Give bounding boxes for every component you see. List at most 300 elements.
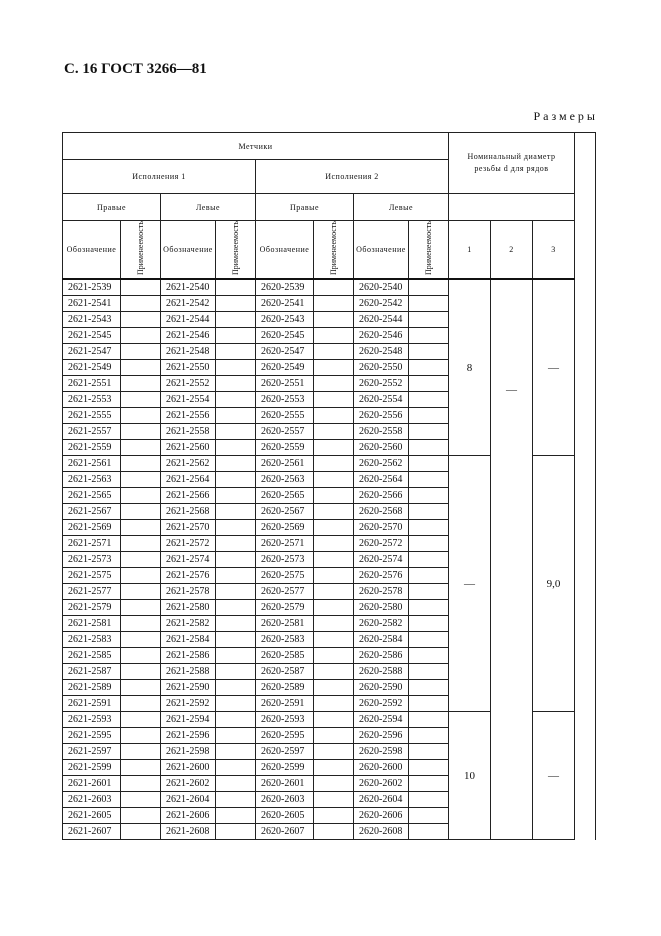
applicability-cell [216, 808, 256, 824]
designation-cell: 2620-2576 [354, 568, 409, 584]
designation-cell: 2621-2576 [161, 568, 216, 584]
designation-cell: 2621-2599 [63, 760, 121, 776]
designation-cell: 2621-2581 [63, 616, 121, 632]
applicability-header [314, 221, 354, 280]
designation-cell: 2620-2547 [256, 344, 314, 360]
designation-cell: 2621-2591 [63, 696, 121, 712]
applicability-cell [314, 344, 354, 360]
applicability-cell [314, 728, 354, 744]
designation-cell: 2620-2608 [354, 824, 409, 840]
right-hand-header-v2: Правые [256, 194, 354, 221]
applicability-cell [121, 744, 161, 760]
applicability-cell [121, 824, 161, 840]
applicability-cell [121, 296, 161, 312]
applicability-cell [409, 664, 449, 680]
designation-cell: 2620-2586 [354, 648, 409, 664]
applicability-cell [121, 664, 161, 680]
designation-cell: 2621-2574 [161, 552, 216, 568]
row1-header: 1 [449, 221, 491, 280]
applicability-cell [121, 440, 161, 456]
version1-header: Исполнения 1 [63, 160, 256, 194]
applicability-cell [314, 824, 354, 840]
designation-cell: 2621-2561 [63, 456, 121, 472]
designation-cell: 2620-2567 [256, 504, 314, 520]
applicability-cell [409, 632, 449, 648]
designation-cell: 2620-2571 [256, 536, 314, 552]
applicability-cell [216, 792, 256, 808]
applicability-cell [121, 712, 161, 728]
applicability-cell [314, 472, 354, 488]
designation-cell: 2621-2573 [63, 552, 121, 568]
applicability-cell [314, 712, 354, 728]
designation-cell: 2621-2553 [63, 392, 121, 408]
applicability-cell [216, 728, 256, 744]
applicability-cell [409, 328, 449, 344]
applicability-cell [216, 680, 256, 696]
designation-cell: 2620-2560 [354, 440, 409, 456]
applicability-cell [314, 279, 354, 296]
applicability-cell [314, 744, 354, 760]
designation-cell: 2620-2556 [354, 408, 409, 424]
designation-cell: 2621-2540 [161, 279, 216, 296]
applicability-cell [314, 376, 354, 392]
applicability-cell [216, 744, 256, 760]
designation-cell: 2620-2543 [256, 312, 314, 328]
applicability-cell [314, 360, 354, 376]
designation-cell: 2621-2555 [63, 408, 121, 424]
designation-cell: 2620-2554 [354, 392, 409, 408]
row3-header: 3 [533, 221, 575, 280]
applicability-cell [409, 296, 449, 312]
designation-header: Обозначение [354, 221, 409, 280]
applicability-cell [409, 408, 449, 424]
applicability-cell [409, 728, 449, 744]
applicability-cell [409, 696, 449, 712]
applicability-cell [121, 728, 161, 744]
designation-cell: 2620-2550 [354, 360, 409, 376]
designation-cell: 2620-2568 [354, 504, 409, 520]
designation-cell: 2621-2542 [161, 296, 216, 312]
applicability-cell [314, 792, 354, 808]
applicability-cell [216, 824, 256, 840]
applicability-cell [409, 680, 449, 696]
designation-cell: 2621-2582 [161, 616, 216, 632]
designation-cell: 2621-2607 [63, 824, 121, 840]
applicability-cell [409, 440, 449, 456]
designation-cell: 2621-2604 [161, 792, 216, 808]
sizes-label: Размеры [533, 109, 598, 123]
applicability-cell [314, 552, 354, 568]
applicability-cell [216, 408, 256, 424]
applicability-cell [314, 456, 354, 472]
designation-cell: 2620-2595 [256, 728, 314, 744]
applicability-cell [409, 376, 449, 392]
applicability-cell [409, 504, 449, 520]
designation-cell: 2621-2545 [63, 328, 121, 344]
designation-cell: 2621-2543 [63, 312, 121, 328]
designation-cell: 2621-2592 [161, 696, 216, 712]
designation-cell: 2620-2564 [354, 472, 409, 488]
applicability-cell [216, 552, 256, 568]
diameter-row3-cell: — [533, 279, 575, 456]
diameter-row3-cell: 9,0 [533, 456, 575, 712]
applicability-cell [314, 648, 354, 664]
designation-cell: 2621-2586 [161, 648, 216, 664]
designation-cell: 2621-2579 [63, 600, 121, 616]
designation-cell: 2620-2582 [354, 616, 409, 632]
designation-cell: 2620-2559 [256, 440, 314, 456]
applicability-cell [121, 488, 161, 504]
version2-header: Исполнения 2 [256, 160, 449, 194]
designation-cell: 2620-2562 [354, 456, 409, 472]
designation-cell: 2620-2574 [354, 552, 409, 568]
designation-cell: 2620-2592 [354, 696, 409, 712]
designation-cell: 2620-2566 [354, 488, 409, 504]
designation-cell: 2620-2551 [256, 376, 314, 392]
designation-cell: 2621-2547 [63, 344, 121, 360]
designation-header: Обозначение [256, 221, 314, 280]
applicability-cell [314, 408, 354, 424]
applicability-cell [121, 279, 161, 296]
designation-cell: 2621-2570 [161, 520, 216, 536]
table-row [63, 279, 596, 296]
designation-cell: 2621-2603 [63, 792, 121, 808]
designation-cell: 2621-2559 [63, 440, 121, 456]
applicability-cell [121, 344, 161, 360]
designation-cell: 2620-2565 [256, 488, 314, 504]
designation-cell: 2621-2580 [161, 600, 216, 616]
designation-cell: 2620-2546 [354, 328, 409, 344]
applicability-cell [216, 520, 256, 536]
designation-cell: 2621-2585 [63, 648, 121, 664]
applicability-cell [216, 776, 256, 792]
applicability-cell [216, 440, 256, 456]
designation-cell: 2621-2552 [161, 376, 216, 392]
designation-cell: 2620-2572 [354, 536, 409, 552]
designation-cell: 2620-2545 [256, 328, 314, 344]
applicability-cell [121, 328, 161, 344]
designation-cell: 2620-2605 [256, 808, 314, 824]
applicability-cell [409, 760, 449, 776]
applicability-label: Применеемость [136, 221, 145, 276]
left-hand-header-v1: Левые [161, 194, 256, 221]
applicability-cell [314, 632, 354, 648]
left-hand-header-v2: Левые [354, 194, 449, 221]
designation-cell: 2621-2588 [161, 664, 216, 680]
applicability-cell [216, 536, 256, 552]
designation-cell: 2620-2544 [354, 312, 409, 328]
diameter-row1-cell: 10 [449, 712, 491, 840]
applicability-label: Применеемость [231, 221, 240, 276]
applicability-cell [121, 680, 161, 696]
designation-cell: 2620-2602 [354, 776, 409, 792]
applicability-cell [121, 424, 161, 440]
designation-cell: 2620-2573 [256, 552, 314, 568]
applicability-cell [314, 600, 354, 616]
applicability-cell [216, 584, 256, 600]
designation-cell: 2620-2578 [354, 584, 409, 600]
designation-cell: 2621-2571 [63, 536, 121, 552]
designation-cell: 2621-2598 [161, 744, 216, 760]
applicability-cell [314, 776, 354, 792]
designation-cell: 2621-2564 [161, 472, 216, 488]
designation-cell: 2621-2569 [63, 520, 121, 536]
designation-cell: 2621-2606 [161, 808, 216, 824]
applicability-cell [314, 312, 354, 328]
designation-cell: 2621-2596 [161, 728, 216, 744]
applicability-cell [121, 632, 161, 648]
applicability-cell [409, 648, 449, 664]
designation-cell: 2620-2558 [354, 424, 409, 440]
designation-cell: 2620-2555 [256, 408, 314, 424]
applicability-cell [121, 408, 161, 424]
applicability-cell [121, 584, 161, 600]
applicability-header [409, 221, 449, 280]
designation-cell: 2621-2590 [161, 680, 216, 696]
designation-cell: 2620-2539 [256, 279, 314, 296]
diameter-row1-cell: — [449, 456, 491, 712]
applicability-cell [216, 616, 256, 632]
applicability-cell [409, 392, 449, 408]
applicability-cell [409, 744, 449, 760]
designation-cell: 2621-2594 [161, 712, 216, 728]
designation-cell: 2620-2588 [354, 664, 409, 680]
designation-cell: 2620-2597 [256, 744, 314, 760]
applicability-cell [314, 568, 354, 584]
designation-cell: 2621-2562 [161, 456, 216, 472]
applicability-cell [409, 616, 449, 632]
designation-cell: 2620-2600 [354, 760, 409, 776]
designation-cell: 2620-2599 [256, 760, 314, 776]
right-margin-cell [575, 279, 596, 840]
designation-header: Обозначение [63, 221, 121, 280]
applicability-cell [121, 792, 161, 808]
designation-cell: 2620-2579 [256, 600, 314, 616]
applicability-cell [216, 696, 256, 712]
applicability-cell [314, 584, 354, 600]
designation-cell: 2621-2546 [161, 328, 216, 344]
row2-header: 2 [491, 221, 533, 280]
designation-cell: 2621-2578 [161, 584, 216, 600]
applicability-cell [409, 808, 449, 824]
designation-cell: 2620-2583 [256, 632, 314, 648]
applicability-cell [409, 568, 449, 584]
applicability-cell [314, 808, 354, 824]
applicability-cell [216, 360, 256, 376]
designation-cell: 2620-2548 [354, 344, 409, 360]
designation-cell: 2620-2563 [256, 472, 314, 488]
designation-cell: 2621-2544 [161, 312, 216, 328]
applicability-header [216, 221, 256, 280]
designation-cell: 2621-2608 [161, 824, 216, 840]
applicability-cell [409, 488, 449, 504]
applicability-cell [216, 600, 256, 616]
applicability-cell [409, 279, 449, 296]
applicability-header [121, 221, 161, 280]
applicability-cell [314, 664, 354, 680]
designation-cell: 2621-2593 [63, 712, 121, 728]
designation-cell: 2620-2594 [354, 712, 409, 728]
designation-cell: 2621-2577 [63, 584, 121, 600]
page-header: С. 16 ГОСТ 3266—81 [64, 61, 207, 77]
designation-cell: 2621-2572 [161, 536, 216, 552]
applicability-cell [314, 536, 354, 552]
designation-cell: 2621-2605 [63, 808, 121, 824]
designation-cell: 2621-2589 [63, 680, 121, 696]
applicability-cell [121, 376, 161, 392]
diameter-row3-cell: — [533, 712, 575, 840]
applicability-cell [216, 712, 256, 728]
designation-cell: 2620-2542 [354, 296, 409, 312]
rows-gap [449, 194, 575, 221]
designation-cell: 2620-2541 [256, 296, 314, 312]
applicability-cell [216, 472, 256, 488]
designation-cell: 2620-2557 [256, 424, 314, 440]
designation-cell: 2620-2577 [256, 584, 314, 600]
applicability-cell [409, 584, 449, 600]
designation-cell: 2620-2591 [256, 696, 314, 712]
applicability-cell [314, 392, 354, 408]
designation-cell: 2620-2553 [256, 392, 314, 408]
designation-cell: 2621-2584 [161, 632, 216, 648]
designation-cell: 2621-2601 [63, 776, 121, 792]
designation-cell: 2620-2584 [354, 632, 409, 648]
designation-cell: 2621-2566 [161, 488, 216, 504]
designation-cell: 2620-2540 [354, 279, 409, 296]
applicability-cell [314, 696, 354, 712]
applicability-cell [216, 664, 256, 680]
designation-cell: 2621-2602 [161, 776, 216, 792]
designation-cell: 2621-2575 [63, 568, 121, 584]
designation-cell: 2621-2583 [63, 632, 121, 648]
applicability-cell [216, 376, 256, 392]
designation-cell: 2621-2563 [63, 472, 121, 488]
designation-cell: 2620-2587 [256, 664, 314, 680]
designation-cell: 2620-2569 [256, 520, 314, 536]
designation-cell: 2620-2552 [354, 376, 409, 392]
designation-cell: 2621-2557 [63, 424, 121, 440]
designation-cell: 2620-2549 [256, 360, 314, 376]
diameter-row2-cell: — [491, 279, 533, 840]
designation-cell: 2621-2548 [161, 344, 216, 360]
designation-cell: 2621-2565 [63, 488, 121, 504]
applicability-cell [409, 312, 449, 328]
applicability-cell [409, 600, 449, 616]
designation-cell: 2621-2550 [161, 360, 216, 376]
applicability-cell [121, 392, 161, 408]
applicability-cell [216, 279, 256, 296]
designation-cell: 2620-2580 [354, 600, 409, 616]
applicability-cell [121, 808, 161, 824]
applicability-cell [314, 424, 354, 440]
applicability-cell [216, 328, 256, 344]
applicability-cell [314, 296, 354, 312]
applicability-cell [314, 488, 354, 504]
applicability-cell [121, 696, 161, 712]
applicability-cell [409, 472, 449, 488]
applicability-cell [121, 312, 161, 328]
applicability-cell [216, 504, 256, 520]
applicability-cell [216, 424, 256, 440]
applicability-cell [121, 776, 161, 792]
designation-cell: 2621-2549 [63, 360, 121, 376]
designation-cell: 2620-2603 [256, 792, 314, 808]
applicability-cell [409, 520, 449, 536]
applicability-cell [409, 712, 449, 728]
applicability-cell [121, 616, 161, 632]
applicability-cell [216, 488, 256, 504]
right-margin-column [575, 133, 596, 280]
applicability-cell [409, 360, 449, 376]
applicability-cell [216, 312, 256, 328]
applicability-cell [216, 344, 256, 360]
designation-cell: 2621-2551 [63, 376, 121, 392]
table-body [63, 279, 596, 840]
applicability-cell [409, 536, 449, 552]
designation-cell: 2620-2596 [354, 728, 409, 744]
designation-cell: 2620-2589 [256, 680, 314, 696]
applicability-cell [121, 760, 161, 776]
designation-cell: 2621-2539 [63, 279, 121, 296]
designation-cell: 2620-2581 [256, 616, 314, 632]
applicability-cell [121, 648, 161, 664]
designation-cell: 2620-2601 [256, 776, 314, 792]
nominal-diameter-header: Номинальный диаметр резьбы d для рядов [449, 133, 575, 194]
applicability-cell [409, 792, 449, 808]
applicability-label: Применеемость [329, 221, 338, 276]
diameter-row1-cell: 8 [449, 279, 491, 456]
designation-cell: 2620-2598 [354, 744, 409, 760]
applicability-cell [121, 600, 161, 616]
applicability-cell [314, 520, 354, 536]
applicability-cell [216, 296, 256, 312]
designation-cell: 2620-2590 [354, 680, 409, 696]
applicability-cell [121, 472, 161, 488]
applicability-cell [216, 392, 256, 408]
applicability-cell [314, 440, 354, 456]
applicability-cell [409, 776, 449, 792]
applicability-cell [409, 424, 449, 440]
applicability-cell [409, 824, 449, 840]
applicability-cell [314, 504, 354, 520]
applicability-cell [409, 344, 449, 360]
designation-header: Обозначение [161, 221, 216, 280]
designation-cell: 2620-2561 [256, 456, 314, 472]
designation-cell: 2620-2607 [256, 824, 314, 840]
applicability-cell [314, 616, 354, 632]
designation-cell: 2621-2541 [63, 296, 121, 312]
designation-cell: 2620-2575 [256, 568, 314, 584]
applicability-cell [216, 568, 256, 584]
applicability-cell [216, 632, 256, 648]
applicability-cell [121, 552, 161, 568]
applicability-cell [216, 456, 256, 472]
taps-header: Метчики [63, 133, 449, 160]
applicability-cell [121, 520, 161, 536]
designation-cell: 2620-2606 [354, 808, 409, 824]
designation-cell: 2621-2554 [161, 392, 216, 408]
applicability-cell [121, 360, 161, 376]
applicability-cell [121, 536, 161, 552]
designation-cell: 2621-2560 [161, 440, 216, 456]
designation-cell: 2621-2600 [161, 760, 216, 776]
designation-cell: 2621-2568 [161, 504, 216, 520]
applicability-cell [409, 456, 449, 472]
designation-cell: 2620-2585 [256, 648, 314, 664]
designation-cell: 2621-2567 [63, 504, 121, 520]
right-hand-header-v1: Правые [63, 194, 161, 221]
applicability-cell [409, 552, 449, 568]
